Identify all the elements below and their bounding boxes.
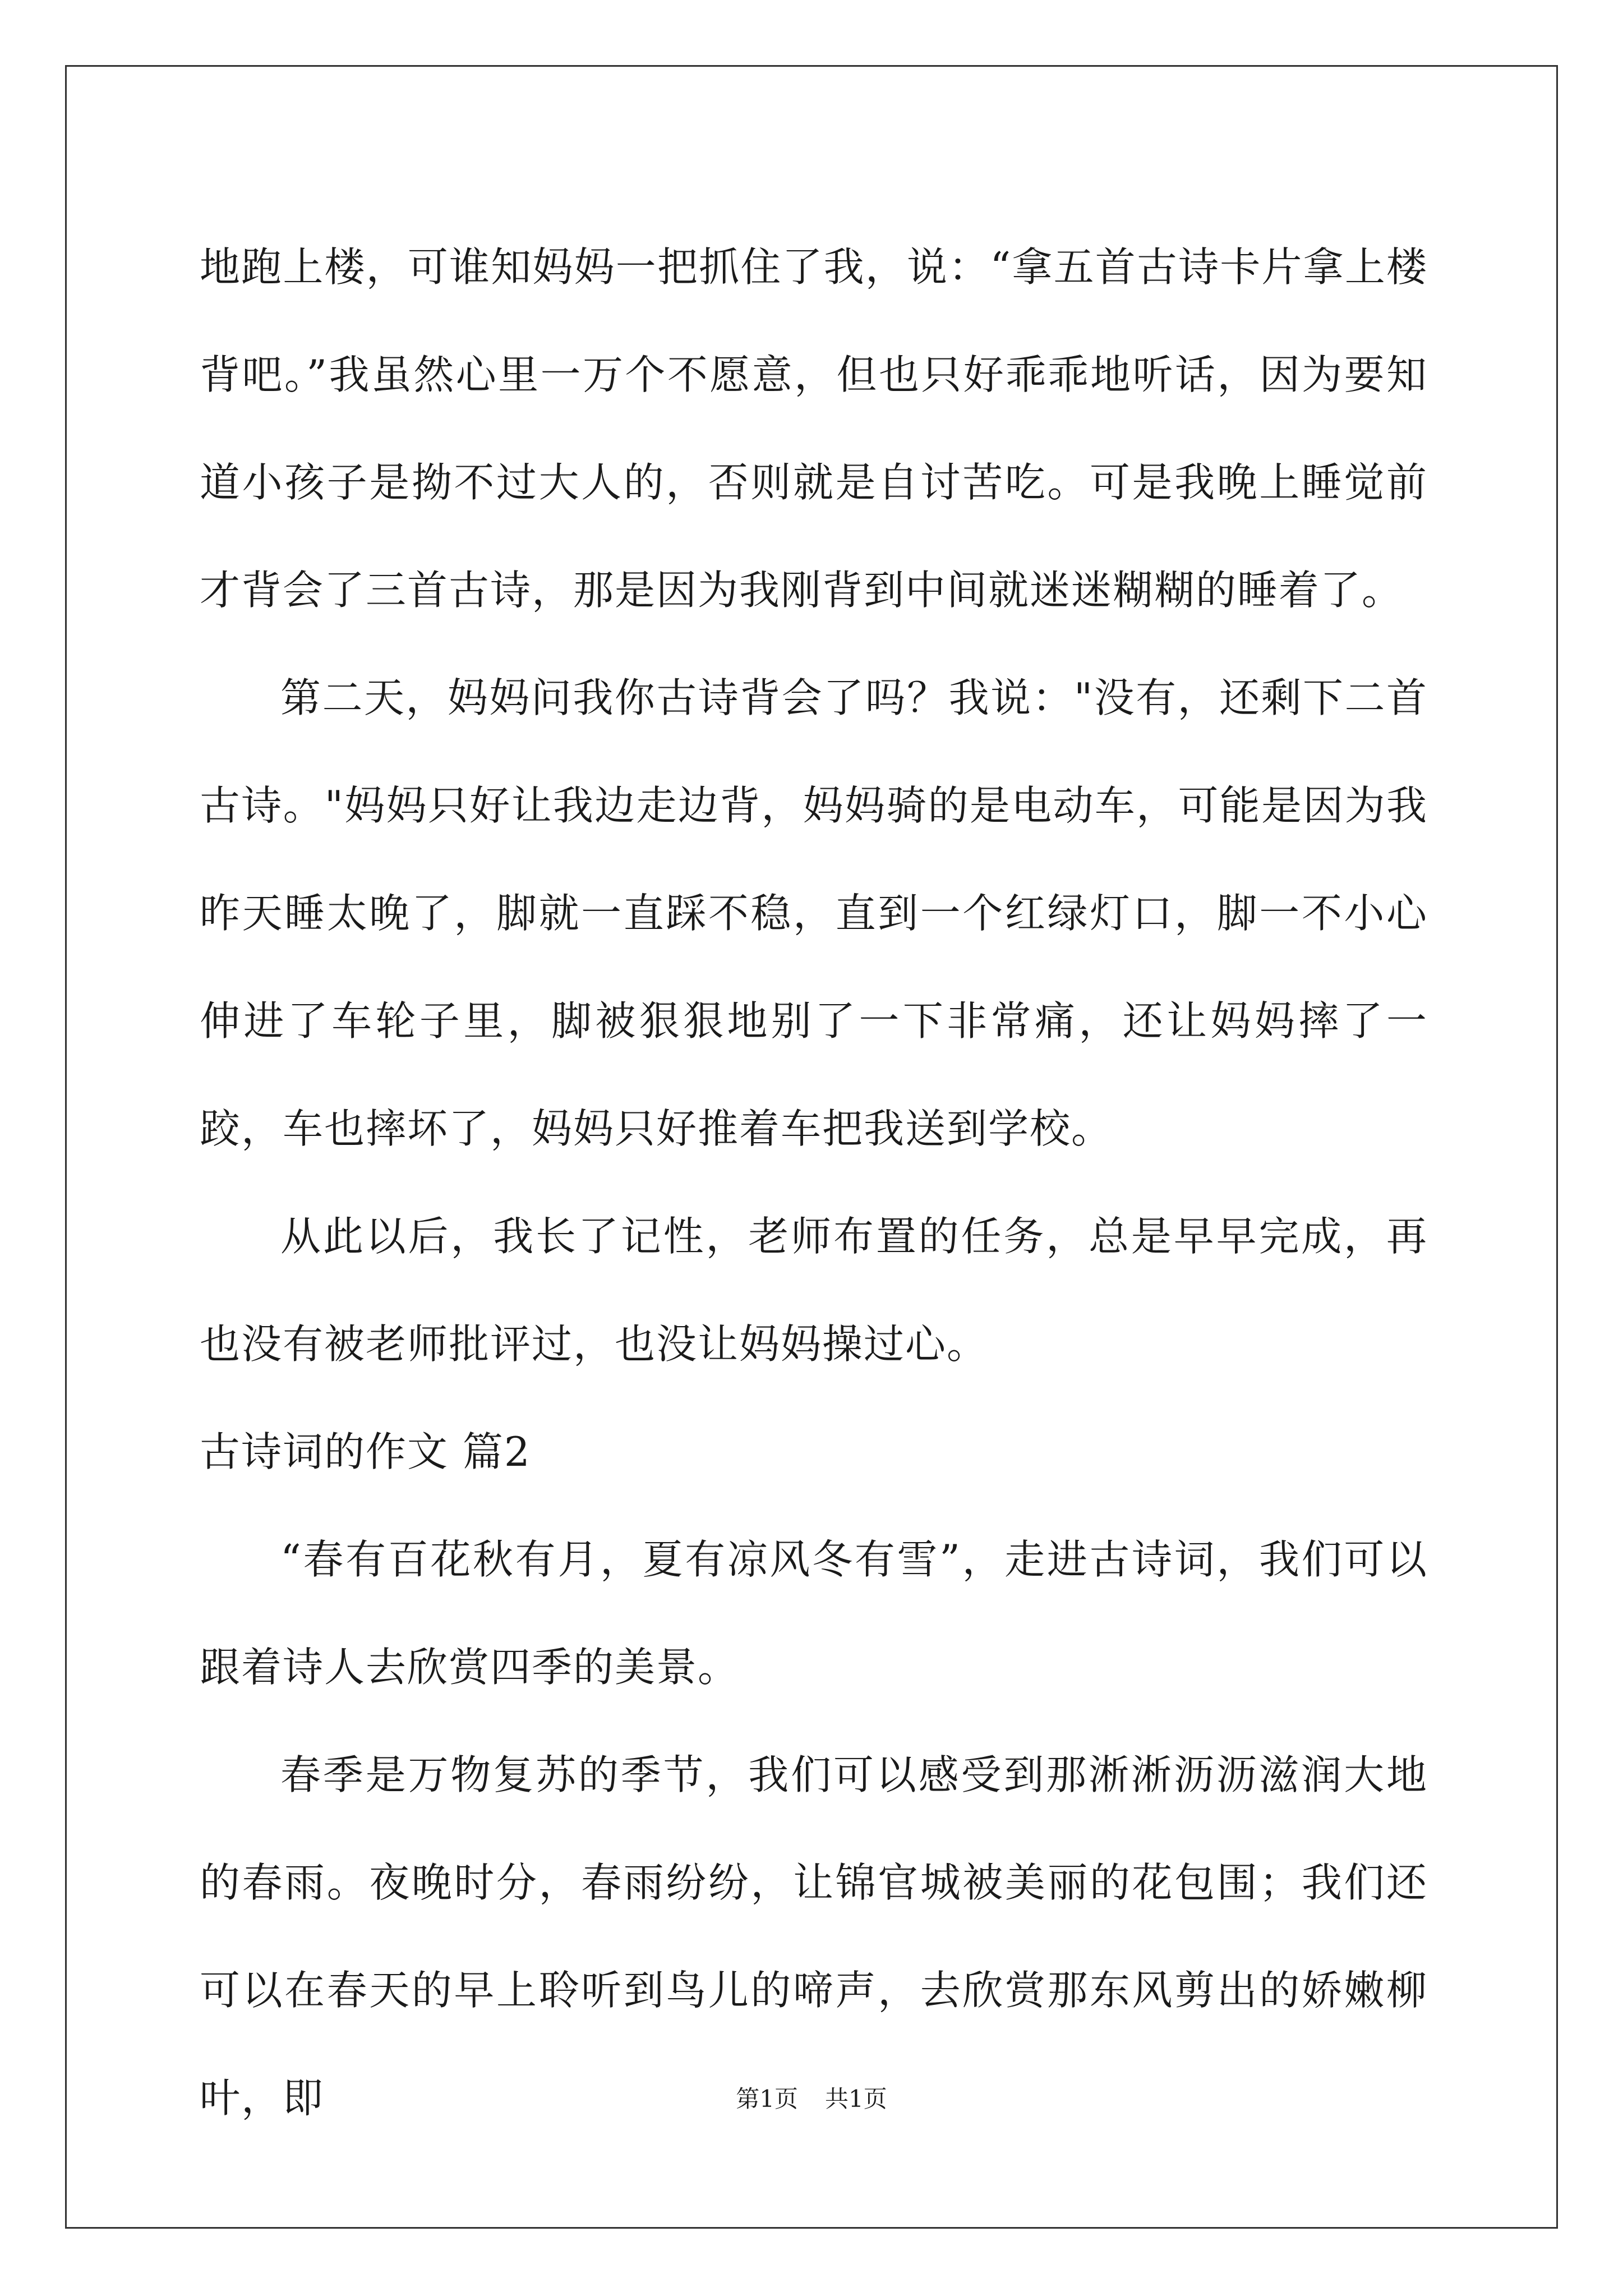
- paragraph-continuation: 地跑上楼，可谁知妈妈一把抓住了我，说：“拿五首古诗卡片拿上楼背吧。”我虽然心里一万个不愿意，但也只好乖乖地听话，因为要知道小孩子是拗不过大人的，否则就是自讨苦吃。可是我晚上睡觉前才背会了三首古诗，那是因为我刚背到中间就迷迷糊糊的睡着了。: [200, 243, 1428, 614]
- paragraph-intro-seasons: “春有百花秋有月，夏有凉风冬有雪”，走进古诗词，我们可以跟着诗人去欣赏四季的美景。: [200, 1536, 1428, 1691]
- section-heading: 古诗词的作文 篇2: [200, 1428, 531, 1475]
- page-number-total: 共1页: [825, 2085, 887, 2113]
- paragraph-second-day: 第二天，妈妈问我你古诗背会了吗？我说："没有，还剩下二首古诗。"妈妈只好让我边走边背，妈妈骑的是电动车，可能是因为我昨天睡太晚了，脚就一直踩不稳，直到一个红绿灯口，脚一不小心伸进了车轮子里，脚被狠狠地别了一下非常痛，还让妈妈摔了一跤，车也摔坏了，妈妈只好推着车把我送到学校。: [200, 674, 1428, 1152]
- paragraph-conclusion: 从此以后，我长了记性，老师布置的任务，总是早早完成，再也没有被老师批评过，也没让妈妈操过心。: [200, 1213, 1428, 1368]
- document-body: [200, 213, 1428, 2152]
- paragraph-spring: 春季是万物复苏的季节，我们可以感受到那淅淅沥沥滋润大地的春雨。夜晚时分，春雨纷纷，让锦官城被美丽的花包围；我们还可以在春天的早上聆听到鸟儿的啼声，去欣赏那东风剪出的娇嫩柳叶，即: [200, 1751, 1428, 2122]
- page-footer: [0, 2082, 1623, 2116]
- page-number-current: 第1页: [736, 2085, 798, 2113]
